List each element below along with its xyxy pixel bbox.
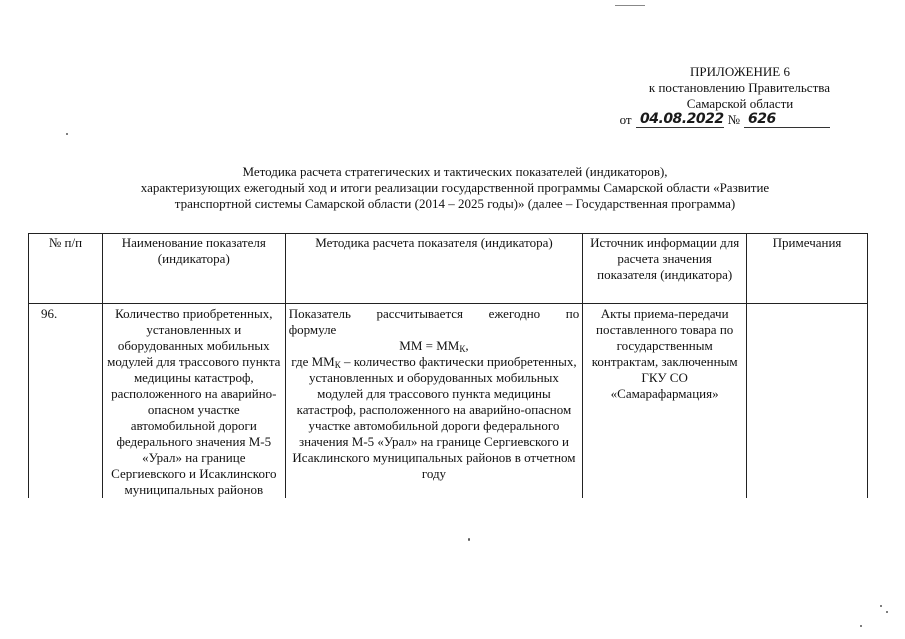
appendix-title: ПРИЛОЖЕНИЕ 6 <box>690 64 790 79</box>
scan-speck <box>468 538 470 541</box>
scan-speck <box>860 625 862 627</box>
scan-speck <box>880 605 882 607</box>
row-source: Акты приема-передачи поставленного товара по государственным контрактам, заключенным ГКУ СО «Самарафармация» <box>583 304 747 499</box>
row-indicator-name: Количество приобретенных, установленных и оборудованных мобильных модулей для трассового пункта медицины катастроф, расположенного на аварийно-опасном участке автомобильной дороги федерального значения М-5 «Урал» на границе Сергиевского и Исаклинского муниципальных районов <box>102 304 285 499</box>
heading-line-1: Методика расчета стратегических и тактических показателей (индикаторов), <box>242 164 668 179</box>
handwritten-number: 626 <box>744 112 830 128</box>
heading-line-3: транспортной системы Самарской области (2014 – 2025 годы)» (далее – Государственная программа) <box>174 196 736 211</box>
appendix-line-1: к постановлению Правительства <box>648 80 830 95</box>
header-notes: Примечания <box>747 234 868 304</box>
scan-speck <box>66 133 68 135</box>
header-source: Источник информации для расчета значения показателя (индикатора) <box>583 234 747 304</box>
appendix-block <box>590 64 830 128</box>
table-header-row <box>29 234 868 304</box>
header-name: Наименование показателя (индикатора) <box>102 234 285 304</box>
method-intro-a: Показатель рассчитывается ежегодно по <box>288 306 580 321</box>
scan-mark <box>615 5 645 6</box>
row-method <box>285 304 583 499</box>
appendix-line-2: Самарской области <box>686 96 794 111</box>
appendix-date-number <box>590 112 830 128</box>
formula-end: , <box>465 338 469 353</box>
method-where <box>289 354 580 482</box>
handwritten-date: 04.08.2022 <box>636 112 724 128</box>
method-intro-b: формуле <box>288 322 337 337</box>
where-text: – количество фактически приобретенных, установленных и оборудованных мобильных модулей для трассового пункта медицины катастроф, расположенного на аварийно-опасном участке автомобильной дороги федерального значения М-5 «Урал» на границе Сергиевского и Исаклинского муниципальных районов в отчетном году <box>292 354 577 481</box>
date-prefix: от <box>619 112 632 127</box>
formula-subscript: К <box>459 344 466 354</box>
row-number: 96. <box>29 304 103 499</box>
where-subscript: К <box>334 360 341 370</box>
header-method: Методика расчета показателя (индикатора) <box>285 234 583 304</box>
heading-line-2: характеризующих ежегодный ход и итоги реализации государственной программы Самарской области «Развитие <box>140 180 770 195</box>
document-heading <box>60 164 850 212</box>
formula-left: ММ = ММ <box>399 338 460 353</box>
header-number: № п/п <box>29 234 103 304</box>
row-notes <box>747 304 868 499</box>
method-formula <box>289 338 580 354</box>
where-prefix: где ММ <box>291 354 335 369</box>
number-prefix: № <box>727 112 740 127</box>
table-row <box>29 304 868 499</box>
indicator-table <box>28 233 868 498</box>
scan-speck <box>886 611 888 613</box>
